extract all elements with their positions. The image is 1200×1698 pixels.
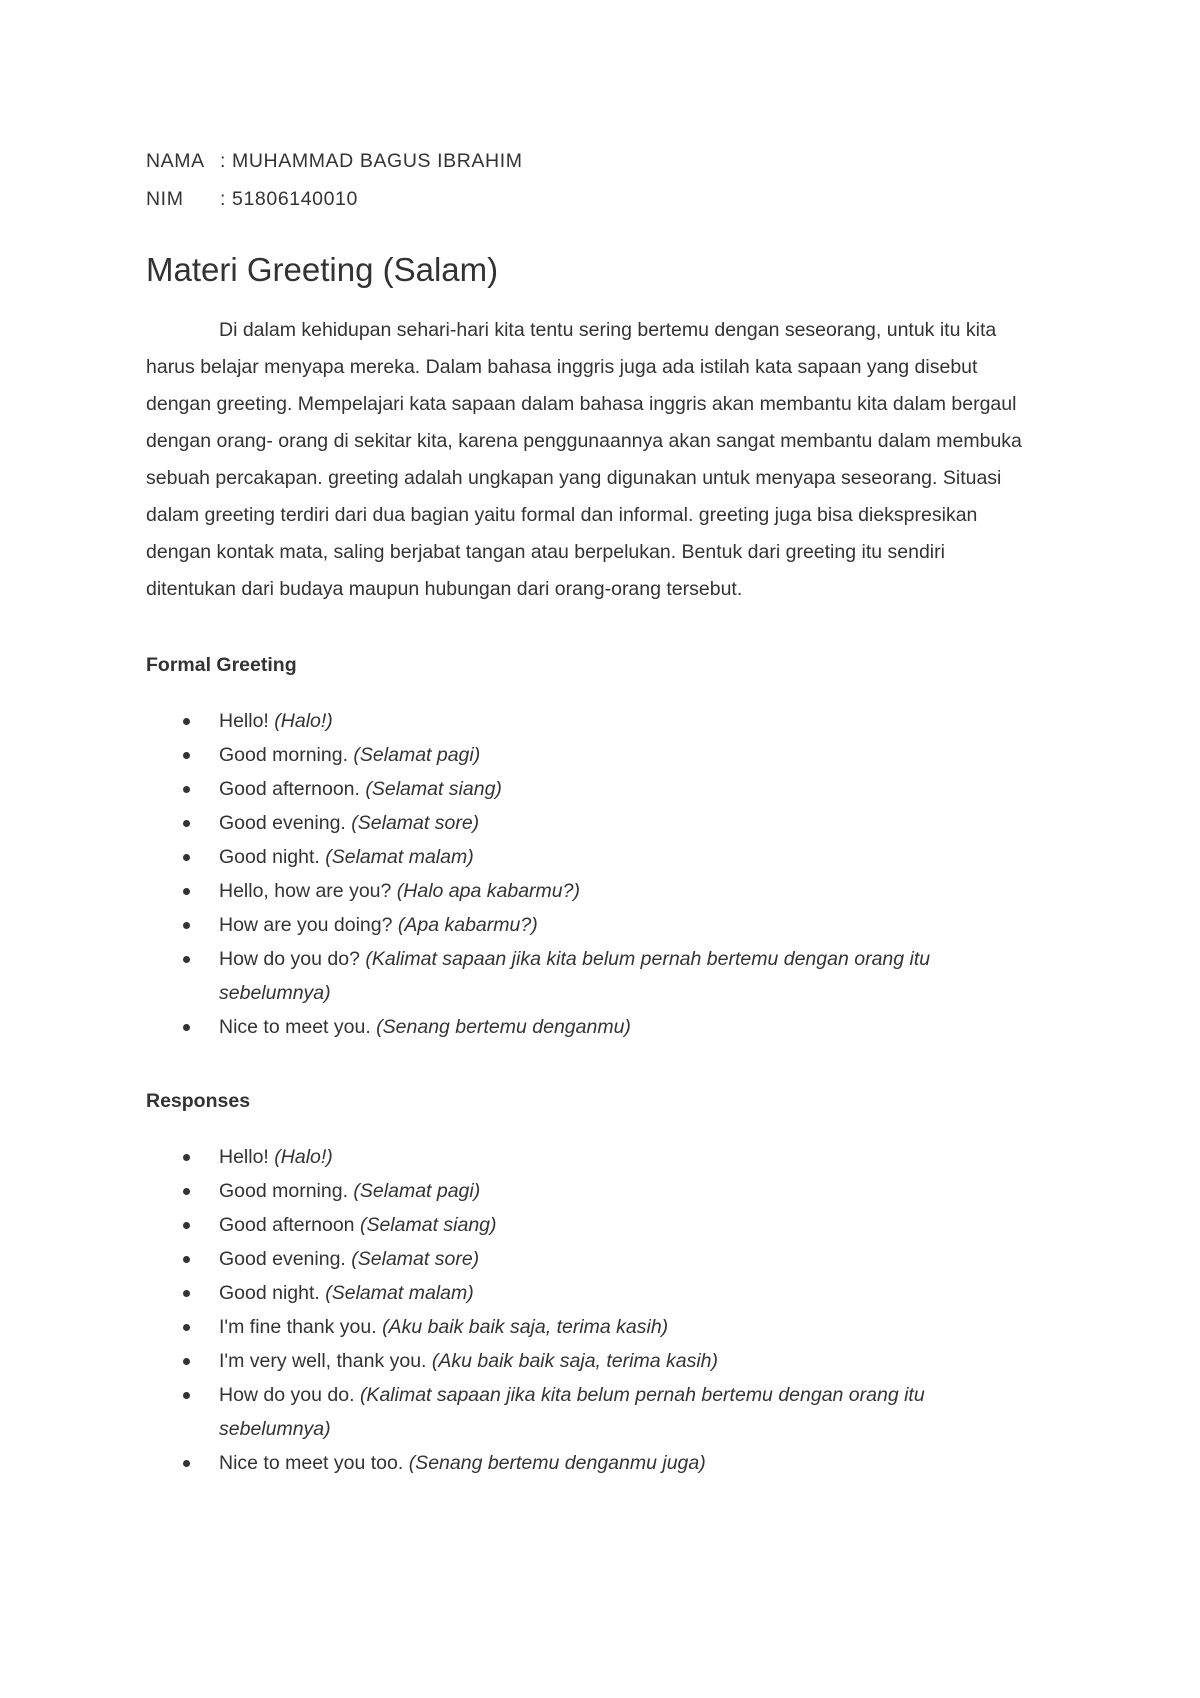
english-phrase: Nice to meet you too.	[219, 1452, 404, 1474]
translation-phrase: (Kalimat sapaan jika kita belum pernah bertemu dengan orang itu sebelumnya)	[219, 948, 931, 1004]
bullet-icon	[183, 820, 190, 827]
formal-greeting-item	[146, 840, 1039, 874]
nim-value: : 51806140010	[220, 188, 358, 210]
translation-phrase: (Halo!)	[274, 1146, 333, 1168]
english-phrase: How are you doing?	[219, 914, 393, 936]
english-phrase: Good night.	[219, 1282, 320, 1304]
bullet-icon	[183, 1460, 190, 1467]
english-phrase: Good morning.	[219, 1180, 348, 1202]
translation-phrase: (Selamat malam)	[325, 846, 474, 868]
english-phrase: Hello!	[219, 1146, 269, 1168]
formal-greeting-list	[146, 704, 1046, 1044]
bullet-icon	[183, 1392, 190, 1399]
bullet-icon	[183, 854, 190, 861]
translation-phrase: (Senang bertemu denganmu)	[376, 1016, 631, 1038]
bullet-icon	[183, 1358, 190, 1365]
formal-greeting-item	[146, 1010, 1039, 1044]
response-item	[146, 1378, 1039, 1446]
english-phrase: Good evening.	[219, 812, 346, 834]
bullet-icon	[183, 922, 190, 929]
translation-phrase: (Selamat siang)	[359, 1214, 497, 1236]
nim-label: NIM	[146, 188, 184, 210]
translation-phrase: (Apa kabarmu?)	[397, 914, 538, 936]
bullet-icon	[183, 1154, 190, 1161]
formal-greeting-item	[146, 704, 1039, 738]
english-phrase: Nice to meet you.	[219, 1016, 371, 1038]
english-phrase: Good evening.	[219, 1248, 346, 1270]
english-phrase: I'm fine thank you.	[219, 1316, 377, 1338]
response-item	[146, 1344, 1039, 1378]
translation-phrase: (Selamat sore)	[351, 1248, 480, 1270]
nim-row	[146, 180, 1046, 218]
responses-list	[146, 1140, 1046, 1480]
response-item	[146, 1174, 1039, 1208]
english-phrase: How do you do.	[219, 1384, 355, 1406]
bullet-icon	[183, 888, 190, 895]
bullet-icon	[183, 1324, 190, 1331]
response-item	[146, 1310, 1039, 1344]
formal-greeting-item	[146, 738, 1039, 772]
bullet-icon	[183, 1222, 190, 1229]
formal-greeting-item	[146, 908, 1039, 942]
bullet-icon	[183, 1188, 190, 1195]
english-phrase: Good night.	[219, 846, 320, 868]
english-phrase: Good afternoon.	[219, 778, 360, 800]
bullet-icon	[183, 752, 190, 759]
english-phrase: Hello!	[219, 710, 269, 732]
bullet-icon	[183, 1290, 190, 1297]
formal-greeting-item	[146, 942, 1039, 1010]
formal-greeting-item	[146, 772, 1039, 806]
translation-phrase: (Halo apa kabarmu?)	[396, 880, 580, 902]
responses-heading: Responses	[146, 1090, 251, 1112]
english-phrase: How do you do?	[219, 948, 360, 970]
name-row	[146, 142, 1046, 180]
response-item	[146, 1242, 1039, 1276]
translation-phrase: (Halo!)	[274, 710, 333, 732]
translation-phrase: (Aku baik baik saja, terima kasih)	[431, 1350, 719, 1372]
intro-paragraph: Di dalam kehidupan sehari-hari kita tentu sering bertemu dengan seseorang, untuk itu kita harus belajar menyapa mereka. Dalam bahasa inggris juga ada istilah kata sapaan yang disebut dengan greeting. Mempelajari kata sapaan dalam bahasa inggris akan membantu kita dalam bergaul dengan orang- orang di sekitar kita, karena penggunaannya akan sangat membantu dalam membuka sebuah percakapan. greeting adalah ungkapan yang digunakan untuk menyapa seseorang. Situasi dalam greeting terdiri dari dua bagian yaitu formal dan informal. greeting juga bisa diekspresikan dengan kontak mata, saling berjabat tangan atau berpelukan. Bentuk dari greeting itu sendiri ditentukan dari budaya maupun hubungan dari orang-orang tersebut.	[146, 319, 1022, 600]
page-title: Materi Greeting (Salam)	[146, 251, 499, 288]
response-item	[146, 1276, 1039, 1310]
bullet-icon	[183, 1256, 190, 1263]
response-item	[146, 1208, 1039, 1242]
document-body	[146, 142, 1046, 1480]
english-phrase: I'm very well, thank you.	[219, 1350, 427, 1372]
response-item	[146, 1140, 1039, 1174]
bullet-icon	[183, 1024, 190, 1031]
translation-phrase: (Selamat malam)	[325, 1282, 474, 1304]
translation-phrase: (Selamat pagi)	[353, 1180, 481, 1202]
bullet-icon	[183, 956, 190, 963]
formal-greeting-heading: Formal Greeting	[146, 654, 297, 676]
bullet-icon	[183, 786, 190, 793]
translation-phrase: (Selamat siang)	[365, 778, 502, 800]
english-phrase: Hello, how are you?	[219, 880, 392, 902]
translation-phrase: (Selamat sore)	[351, 812, 480, 834]
formal-greeting-item	[146, 806, 1039, 840]
translation-phrase: (Selamat pagi)	[353, 744, 481, 766]
english-phrase: Good afternoon	[219, 1214, 355, 1236]
formal-greeting-item	[146, 874, 1039, 908]
name-value: : MUHAMMAD BAGUS IBRAHIM	[220, 150, 523, 172]
translation-phrase: (Aku baik baik saja, terima kasih)	[382, 1316, 669, 1338]
name-label: NAMA	[146, 150, 205, 172]
english-phrase: Good morning.	[219, 744, 348, 766]
response-item	[146, 1446, 1039, 1480]
translation-phrase: (Senang bertemu denganmu juga)	[408, 1452, 706, 1474]
translation-phrase: (Kalimat sapaan jika kita belum pernah bertemu dengan orang itu sebelumnya)	[219, 1384, 925, 1440]
bullet-icon	[183, 718, 190, 725]
